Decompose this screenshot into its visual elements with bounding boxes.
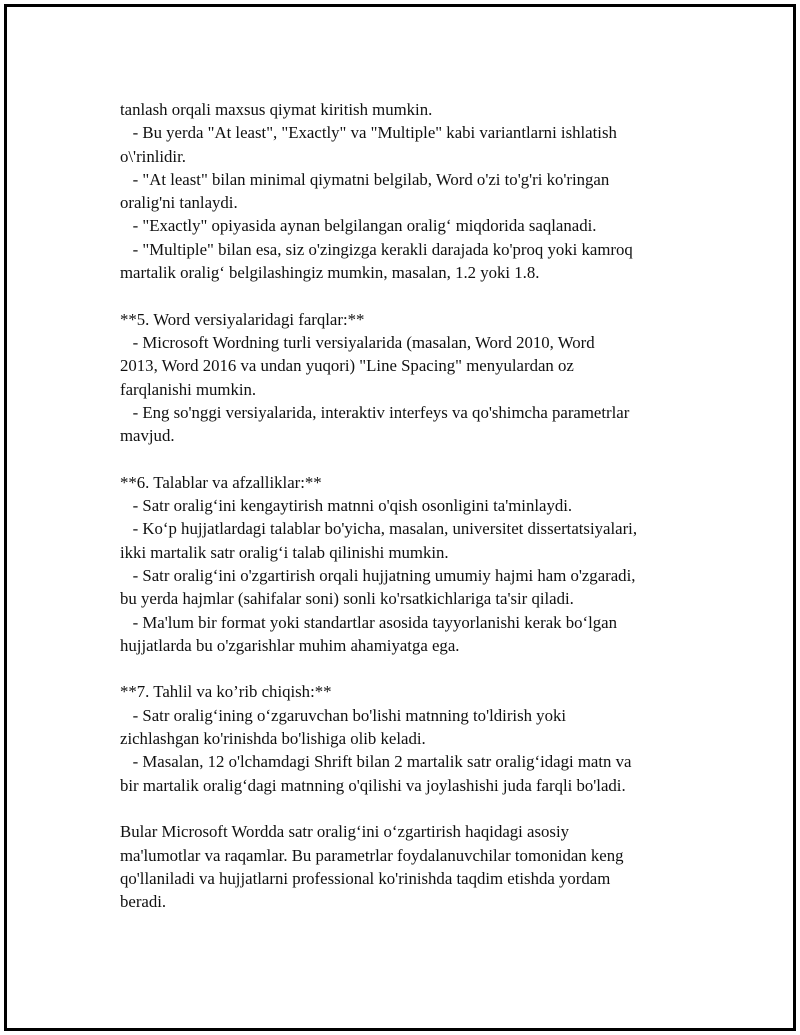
text-line: hujjatlarda bu o'zgarishlar muhim ahamiyatga ega. <box>120 635 460 655</box>
text-line: mavjud. <box>120 426 175 446</box>
text-line: - "Multiple" bilan esa, siz o'zingizga kerakli darajada ko'proq yoki kamroq <box>120 239 633 259</box>
text-line: tanlash orqali maxsus qiymat kiritish mumkin. <box>120 100 433 119</box>
text-line: **6. Talablar va afzalliklar:** <box>120 472 322 492</box>
text-line: - Masalan, 12 o'lchamdagi Shrift bilan 2 martalik satr oralig‘idagi matn va <box>120 752 632 772</box>
text-line: ma'lumotlar va raqamlar. Bu parametrlar foydalanuvchilar tomonidan keng <box>120 845 624 865</box>
text-line: farqlanishi mumkin. <box>120 379 257 399</box>
text-line: martalik oralig‘ belgilashingiz mumkin, masalan, 1.2 yoki 1.8. <box>120 263 540 283</box>
text-line: - Satr oralig‘ining o‘zgaruvchan bo'lishi matnning to'ldirish yoki <box>120 705 567 725</box>
text-line: - Ma'lum bir format yoki standartlar asosida tayyorlanishi kerak bo‘lgan <box>120 612 618 632</box>
text-line: zichlashgan ko'rinishda bo'lishiga olib keladi. <box>120 729 426 749</box>
text-line: Bular Microsoft Wordda satr oralig‘ini o‘zgartirish haqidagi asosiy <box>120 822 569 842</box>
text-line: - Bu yerda "At least", "Exactly" va "Multiple" kabi variantlarni ishlatish <box>120 123 617 143</box>
text-line: - "At least" bilan minimal qiymatni belgilab, Word o'zi to'g'ri ko'ringan <box>120 169 610 189</box>
blank-line <box>120 797 720 820</box>
page-border <box>4 4 796 1031</box>
text-line: **5. Word versiyalaridagi farqlar:** <box>120 309 365 329</box>
text-line: bir martalik oralig‘dagi matnning o'qilishi va joylashishi juda farqli bo'ladi. <box>120 775 626 795</box>
document-text <box>120 98 720 913</box>
text-line: - Satr oralig‘ini kengaytirish matnni o'qish osonligini ta'minlaydi. <box>120 496 573 516</box>
text-line: - Microsoft Wordning turli versiyalarida (masalan, Word 2010, Word <box>120 332 595 352</box>
blank-line <box>120 284 720 307</box>
blank-line <box>120 447 720 470</box>
blank-line <box>120 657 720 680</box>
text-line: o\'rinlidir. <box>120 146 186 166</box>
text-line: qo'llaniladi va hujjatlarni professional ko'rinishda taqdim etishda yordam <box>120 868 611 888</box>
text-line: beradi. <box>120 892 167 912</box>
text-line: **7. Tahlil va ko’rib chiqish:** <box>120 682 332 702</box>
text-line: bu yerda hajmlar (sahifalar soni) sonli ko'rsatkichlariga ta'sir qiladi. <box>120 589 574 609</box>
text-line: - Eng so'nggi versiyalarida, interaktiv interfeys va qo'shimcha parametrlar <box>120 402 630 422</box>
text-line: 2013, Word 2016 va undan yuqori) "Line Spacing" menyulardan oz <box>120 356 574 376</box>
text-line: ikki martalik satr oralig‘i talab qilinishi mumkin. <box>120 542 449 562</box>
text-line: - Ko‘p hujjatlardagi talablar bo'yicha, masalan, universitet dissertatsiyalari, <box>120 519 638 539</box>
text-line: - "Exactly" opiyasida aynan belgilangan oralig‘ miqdorida saqlanadi. <box>120 216 597 236</box>
text-line: - Satr oralig‘ini o'zgartirish orqali hujjatning umumiy hajmi ham o'zgaradi, <box>120 565 636 585</box>
text-line: oralig'ni tanlaydi. <box>120 193 238 213</box>
